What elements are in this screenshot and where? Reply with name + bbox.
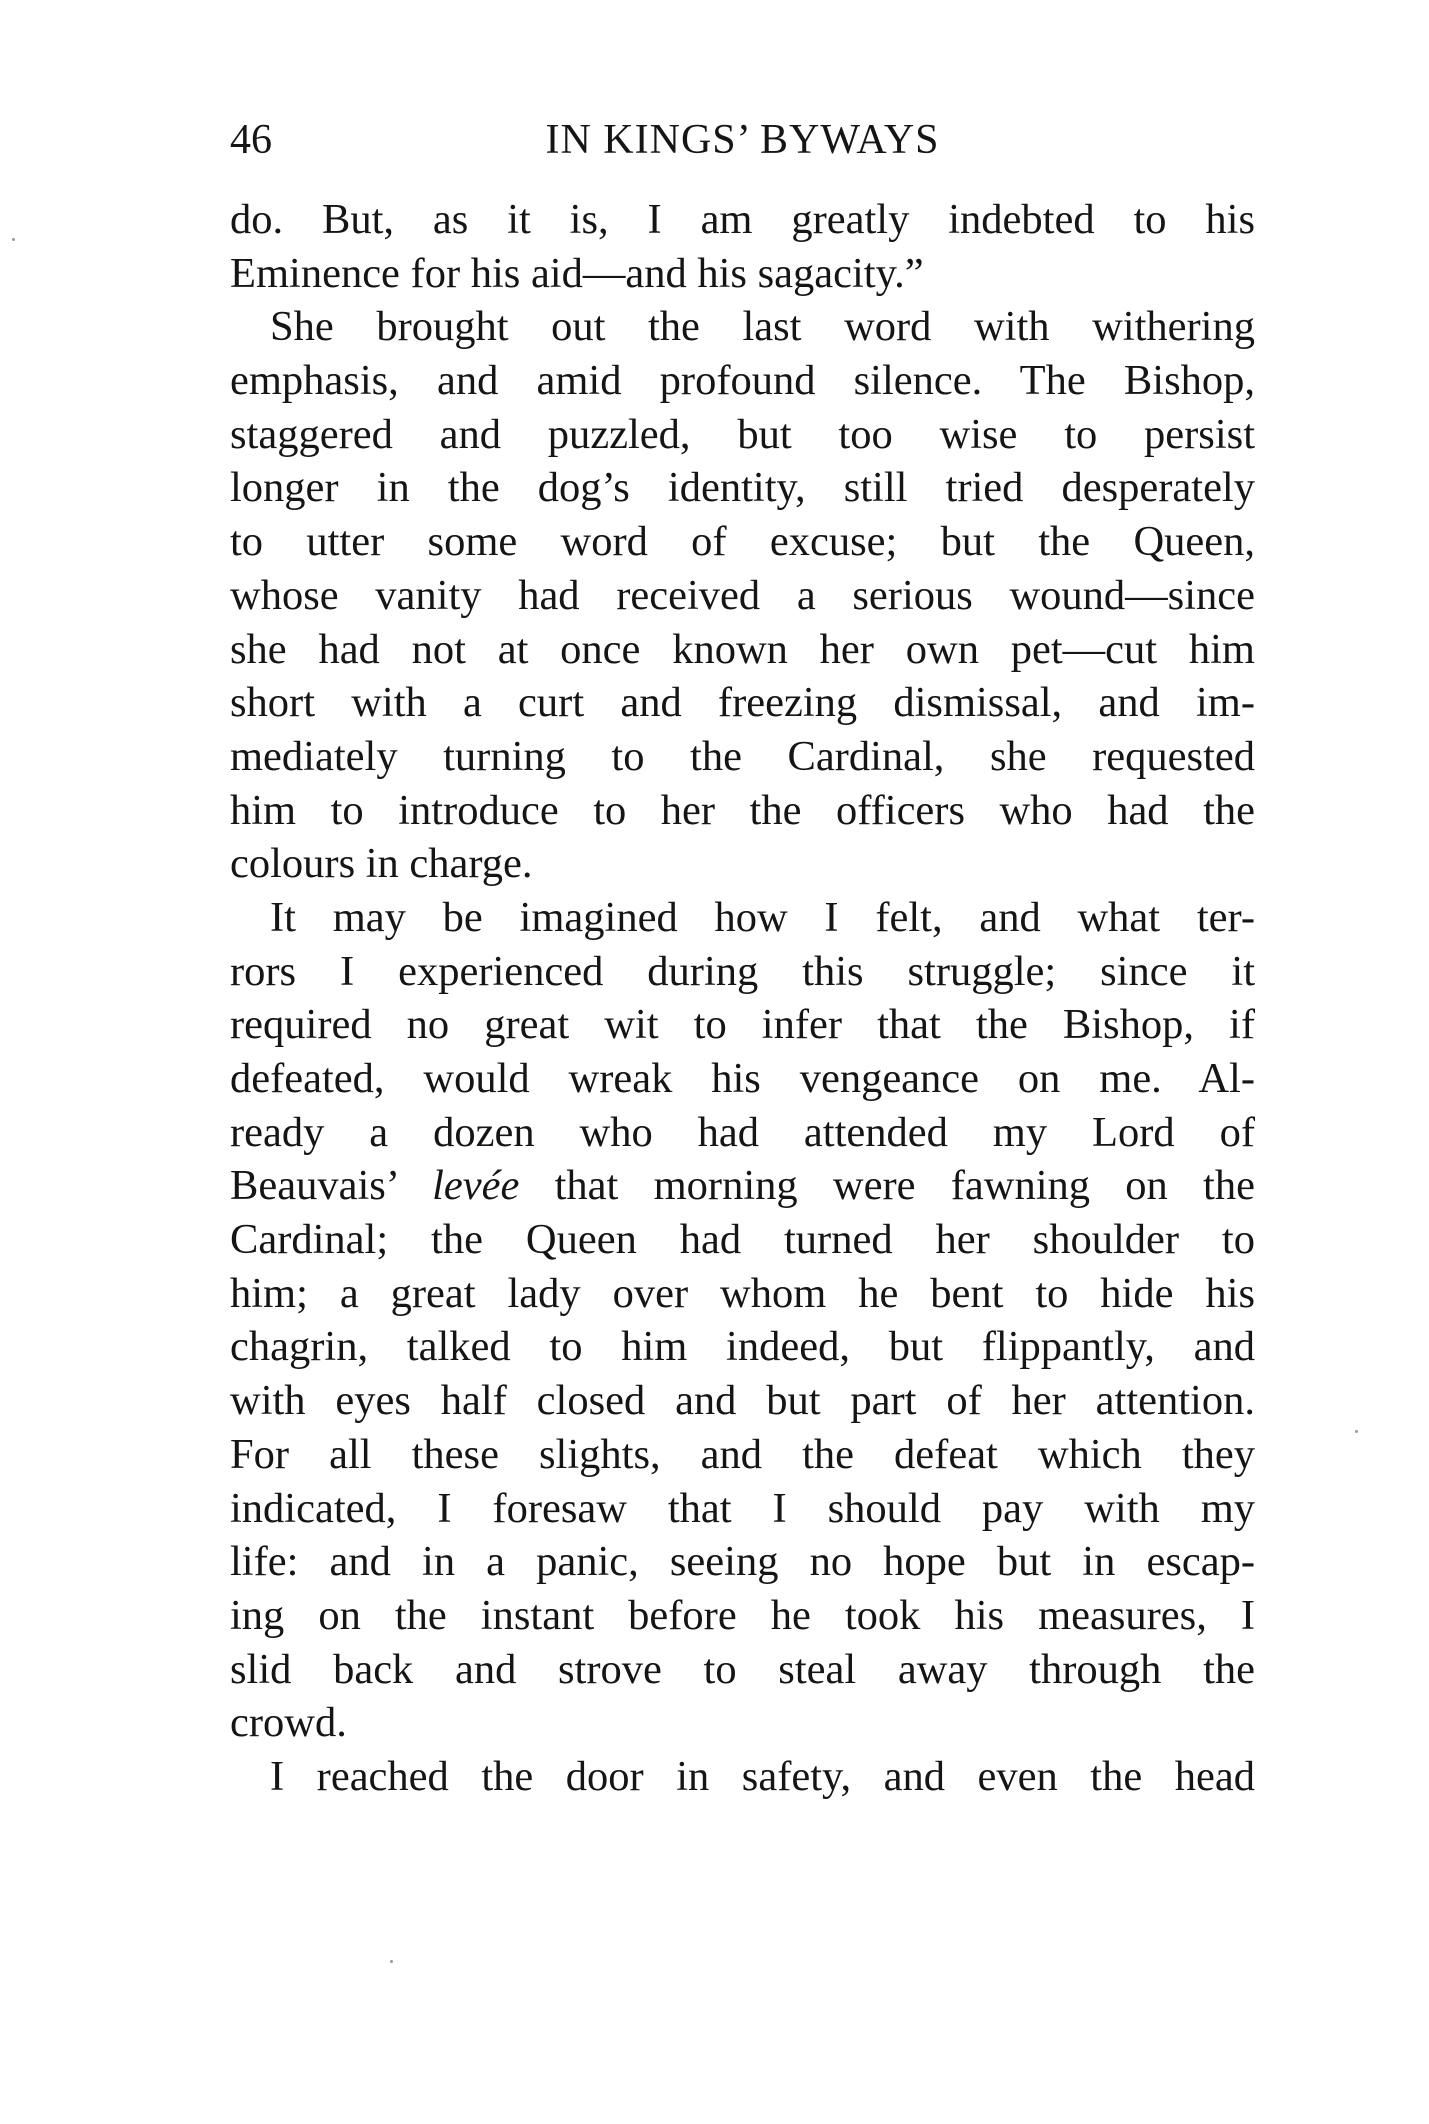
text-line: staggered and puzzled, but too wise to persist bbox=[230, 410, 1255, 458]
text-line: to utter some word of excuse; but the Queen, bbox=[230, 518, 1255, 566]
text-line: Eminence for his aid—and his sagacity.” bbox=[230, 249, 924, 297]
paragraph-1 bbox=[230, 193, 1255, 300]
text-line: mediately turning to the Cardinal, she requested bbox=[230, 732, 1255, 780]
text-line: required no great wit to infer that the Bishop, if bbox=[230, 1001, 1255, 1049]
paragraph-3 bbox=[230, 891, 1255, 1750]
text-line: emphasis, and amid profound silence. The Bishop, bbox=[230, 357, 1255, 405]
text-line: ready a dozen who had attended my Lord of bbox=[230, 1108, 1255, 1156]
text-line: I reached the door in safety, and even the head bbox=[270, 1752, 1255, 1800]
text-line: For all these slights, and the defeat which they bbox=[230, 1430, 1255, 1478]
running-title: IN KINGS’ BYWAYS bbox=[545, 117, 940, 163]
running-head bbox=[230, 110, 1255, 170]
text-line: him; a great lady over whom he bent to hide his bbox=[230, 1269, 1255, 1317]
text-line: with eyes half closed and but part of her attention. bbox=[230, 1377, 1255, 1425]
text-line: It may be imagined how I felt, and what ter- bbox=[270, 893, 1255, 941]
text-line: ing on the instant before he took his measures, I bbox=[230, 1591, 1255, 1639]
text-line: longer in the dog’s identity, still tried desperately bbox=[230, 464, 1255, 512]
italic-word: levée bbox=[432, 1162, 520, 1210]
line-segment: Beauvais’ bbox=[230, 1162, 433, 1210]
body-text bbox=[230, 193, 1255, 1804]
text-line: life: and in a panic, seeing no hope but in escap- bbox=[230, 1538, 1255, 1586]
text-line: him to introduce to her the officers who had the bbox=[230, 786, 1255, 834]
text-line: rors I experienced during this struggle; since it bbox=[230, 947, 1255, 995]
text-line: chagrin, talked to him indeed, but flippantly, and bbox=[230, 1323, 1255, 1371]
text-line: whose vanity had received a serious wound—since bbox=[230, 571, 1255, 619]
scan-speck bbox=[1355, 1430, 1358, 1433]
scan-speck bbox=[12, 238, 15, 241]
text-line: colours in charge. bbox=[230, 840, 533, 888]
paragraph-4 bbox=[230, 1750, 1255, 1804]
text-line: defeated, would wreak his vengeance on me. Al- bbox=[230, 1055, 1255, 1102]
text-line: indicated, I foresaw that I should pay with my bbox=[230, 1484, 1255, 1532]
paragraph-2 bbox=[230, 300, 1255, 891]
text-line: crowd. bbox=[230, 1699, 347, 1747]
text-line: she had not at once known her own pet—cut him bbox=[230, 625, 1255, 673]
text-line-with-italic bbox=[230, 1159, 1255, 1213]
text-line: short with a curt and freezing dismissal, and im- bbox=[230, 679, 1255, 727]
page-number: 46 bbox=[230, 117, 272, 163]
text-line: slid back and strove to steal away through the bbox=[230, 1645, 1255, 1693]
text-line: She brought out the last word with withering bbox=[270, 303, 1255, 351]
scan-speck bbox=[390, 1960, 393, 1963]
line-segment: that morning were fawning on the bbox=[519, 1162, 1255, 1210]
text-line: Cardinal; the Queen had turned her shoulder to bbox=[230, 1216, 1255, 1264]
text-line: do. But, as it is, I am greatly indebted to his bbox=[230, 196, 1255, 243]
